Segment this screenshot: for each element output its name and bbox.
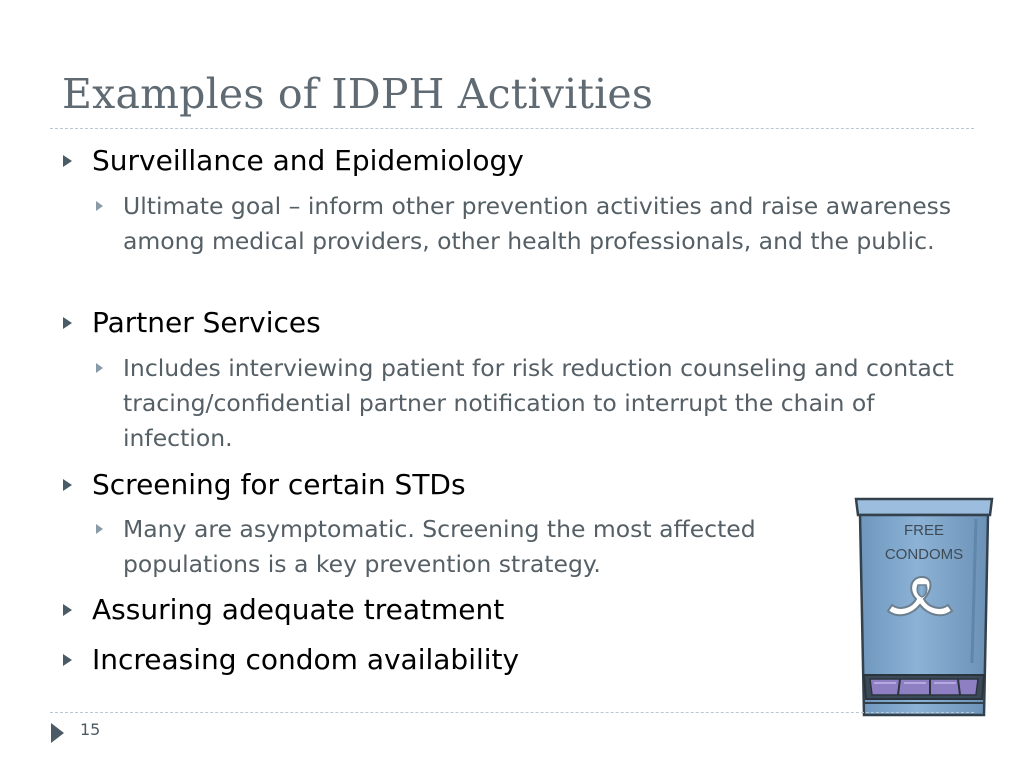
- slide-title: Examples of IDPH Activities: [62, 70, 654, 118]
- page-number: 15: [80, 720, 101, 739]
- sub-bullet-partner-services: Includes interviewing patient for risk reduction counseling and contact tracing/confidential partner notification to interrupt the chain of infection.: [123, 354, 954, 452]
- sub-bullet-arrow-icon: [96, 201, 103, 211]
- footer-divider: [50, 712, 974, 713]
- bullet-arrow-icon: [63, 479, 72, 491]
- dispenser-label-free: FREE: [903, 522, 944, 539]
- title-divider: [50, 128, 974, 129]
- page-arrow-icon: [51, 723, 64, 743]
- sub-bullet-screening: Many are asymptomatic. Screening the most affected populations is a key prevention strategy.: [123, 515, 756, 578]
- bullet-screening: Screening for certain STDs: [92, 468, 466, 501]
- bullet-partner-services: Partner Services: [92, 306, 321, 339]
- bullet-arrow-icon: [63, 155, 72, 167]
- bullet-arrow-icon: [63, 654, 72, 666]
- sub-bullet-arrow-icon: [96, 363, 103, 373]
- bullet-arrow-icon: [63, 604, 72, 616]
- bullet-treatment: Assuring adequate treatment: [92, 593, 505, 626]
- bullet-surveillance: Surveillance and Epidemiology: [92, 144, 524, 177]
- dispenser-top: [856, 499, 992, 515]
- bullet-condom-availability: Increasing condom availability: [92, 643, 520, 676]
- sub-bullet-arrow-icon: [96, 524, 103, 534]
- bullet-arrow-icon: [63, 317, 72, 329]
- dispenser-label-condoms: CONDOMS: [884, 546, 964, 563]
- sub-bullet-surveillance: Ultimate goal – inform other prevention activities and raise awareness among medical providers, other health professionals, and the public.: [123, 192, 952, 255]
